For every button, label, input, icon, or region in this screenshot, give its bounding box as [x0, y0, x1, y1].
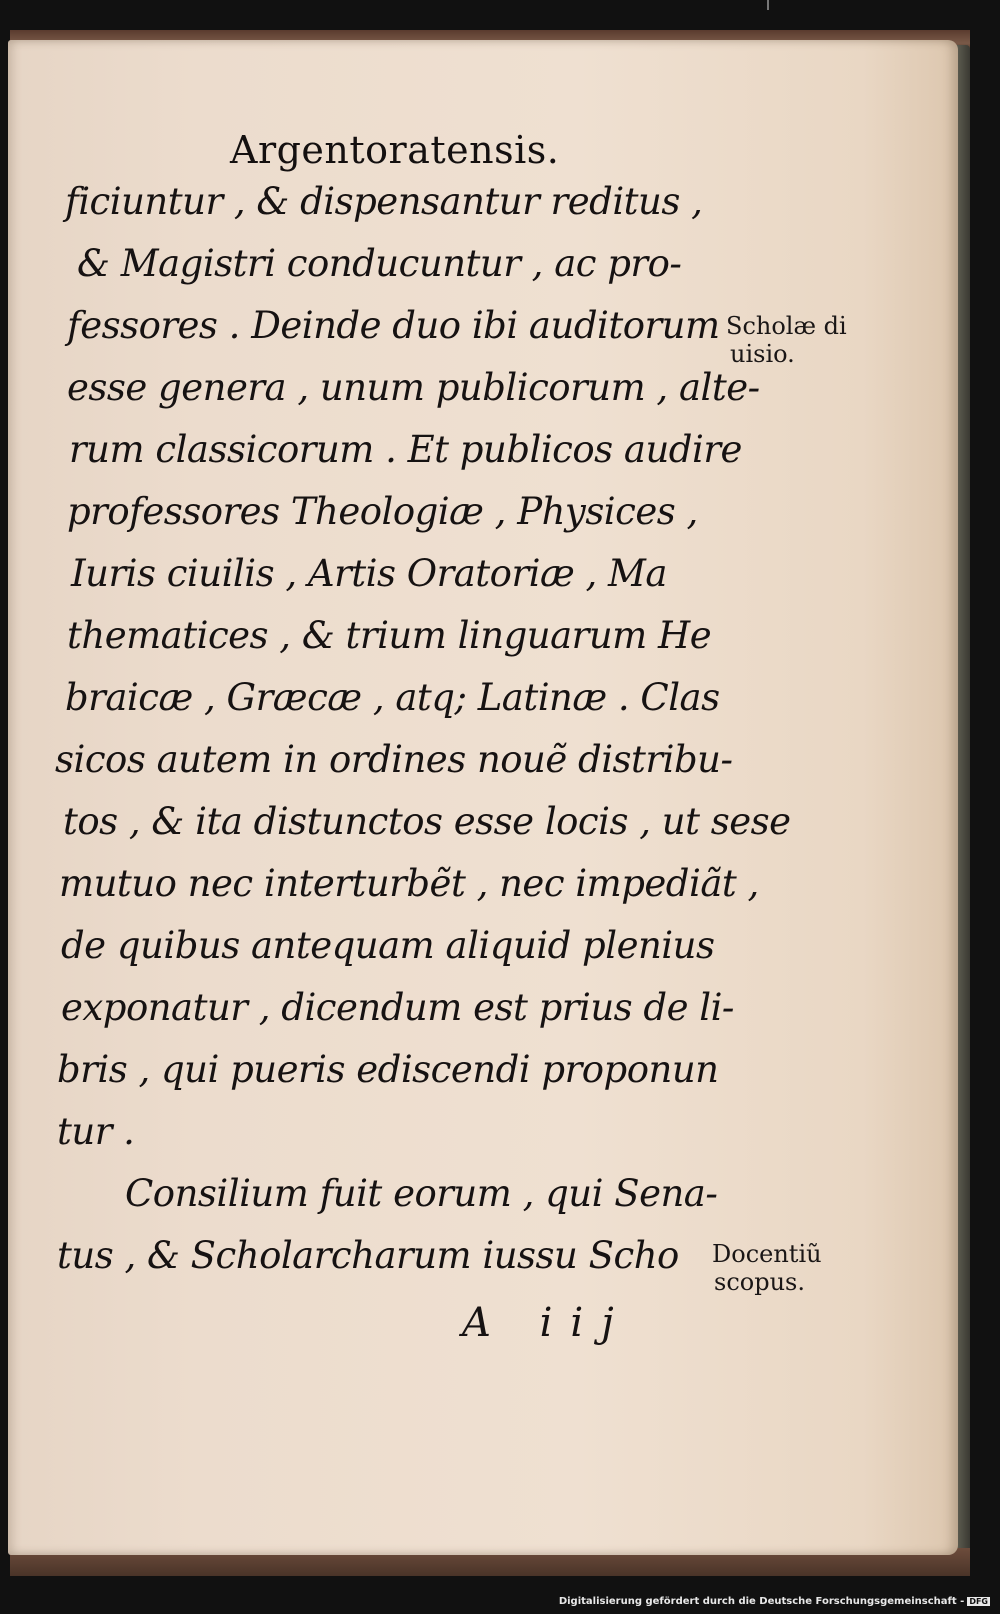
text-line: tur . [57, 1110, 135, 1153]
footer-text: Digitalisierung gefördert durch die Deutsche Forschungsgemeinschaft - [558, 1596, 965, 1607]
marginal-note-docentium-scopus [712, 1240, 822, 1296]
text-line: exponatur , dicendum est prius de li- [61, 986, 734, 1029]
text-line: de quibus antequam aliquid plenius [61, 924, 715, 967]
scan-tick-mark [767, 0, 769, 10]
running-head: Argentoratensis. [230, 128, 560, 172]
marginal-line: Scholæ di [726, 312, 847, 340]
text-line: thematices , & trium linguarum He [67, 614, 712, 657]
signature-mark: A iij [462, 1300, 632, 1346]
marginal-note-scholae-divisio [726, 312, 847, 368]
text-line: rum classicorum . Et publicos audire [69, 428, 742, 471]
text-line: professores Theologiæ , Physices , [67, 490, 698, 533]
text-line: mutuo nec interturbẽt , nec impediãt , [59, 862, 759, 905]
text-line: Iuris ciuilis , Artis Oratoriæ , Ma [71, 552, 667, 595]
text-line: braicæ , Græcæ , atq; Latinæ . Clas [65, 676, 720, 719]
text-line: fessores . Deinde duo ibi auditorum [67, 304, 720, 347]
text-line: bris , qui pueris ediscendi proponun [57, 1048, 719, 1091]
digitization-footer [559, 1596, 990, 1607]
marginal-line: scopus. [714, 1268, 805, 1296]
marginal-line: Docentiũ [712, 1240, 822, 1268]
text-line: esse genera , unum publicorum , alte- [67, 366, 760, 409]
text-line: sicos autem in ordines nouẽ distribu- [55, 738, 733, 781]
text-line: Consilium fuit eorum , qui Sena- [125, 1172, 718, 1215]
text-line: & Magistri conducuntur , ac pro- [77, 242, 682, 285]
text-line: tos , & ita distunctos esse locis , ut sese [63, 800, 791, 843]
marginal-line: uisio. [730, 340, 795, 368]
dfg-logo: DFG [969, 1596, 988, 1606]
text-line: ficiuntur , & dispensantur reditus , [65, 180, 703, 223]
text-line: tus , & Scholarcharum iussu Scho [57, 1234, 679, 1277]
